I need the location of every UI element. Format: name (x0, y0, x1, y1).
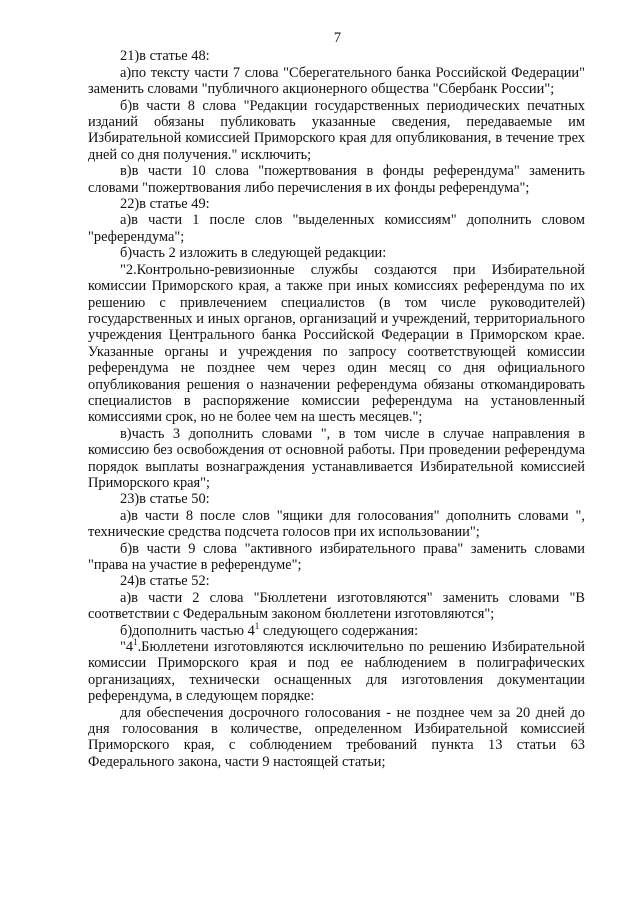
item-21-a: а)по тексту части 7 слова "Сберегательного банка Российской Федерации" заменить словами "публичного акционерного общества "Сбербанк России"; (88, 64, 585, 98)
item-21-b: б)в части 8 слова "Редакции государственных периодических печатных изданий обязаны публиковать указанные сведения, передаваемые им Избирательной комиссией Приморского края для опубликования, в течение трех дней со дня получения." исключить; (88, 97, 585, 163)
item-22-a: а)в части 1 после слов "выделенных комиссиям" дополнить словом "референдума"; (88, 212, 585, 245)
item-22-b: б)часть 2 изложить в следующей редакции: (120, 245, 387, 262)
item-22: 22)в статье 49: (120, 196, 210, 213)
item-23: 23)в статье 50: (120, 491, 210, 508)
part-4-1-body: .Бюллетени изготовляются исключительно по решению Избирательной комиссии Приморского края и под ее наблюдением в полиграфических организациях, технически оснащенных для изготовления документации референдума, в следующем порядке: (88, 639, 585, 705)
item-21: 21)в статье 48: (120, 48, 210, 65)
superscript: 1 (254, 620, 260, 631)
item-24-b-text-end: следующего содержания: (259, 622, 419, 639)
item-24-b (88, 620, 585, 639)
item-22-v: в)часть 3 дополнить словами ", в том числе в случае направления в комиссию без освобождения от основной работы. При проведении референдума порядок выплаты вознаграждения устанавливается Избирательной комиссией Приморского края"; (88, 425, 585, 491)
part-4-1-early-voting: для обеспечения досрочного голосования - не позднее чем за 20 дней до дня голосования в количестве, определенном Избирательной комиссией Приморского края, с соблюдением требований пункта 13 статьи 63 Федерального закона, части 9 настоящей статьи; (88, 704, 585, 770)
item-23-b: б)в части 9 слова "активного избирательного права" заменить словами "права на участие в референдуме"; (88, 540, 585, 573)
item-24: 24)в статье 52: (120, 573, 210, 590)
superscript: 1 (133, 637, 138, 648)
item-24-a: а)в части 2 слова "Бюллетени изготовляются" заменить словами "В соответствии с Федеральным законом бюллетени изготовляются"; (88, 589, 585, 623)
part-4-1-quote-open: "4 (120, 639, 134, 656)
item-21-v: в)в части 10 слова "пожертвования в фонды референдума" заменить словами "пожертвования либо перечисления в их фонды референдума"; (88, 163, 585, 196)
page-number: 7 (333, 30, 342, 46)
item-23-a: а)в части 8 после слов "ящики для голосования" дополнить словами ", технические средства подсчета голосов при их использовании"; (88, 507, 585, 541)
part-4-1-text (88, 639, 585, 705)
item-24-b-text: б)дополнить частью 4 (120, 622, 255, 639)
item-22-b-text: "2.Контрольно-ревизионные службы создаются при Избирательной комиссии Приморского края, а также при иных комиссиях референдума по их решению с привлечением специалистов (в том числе руководителей) государственных и иных органов, организаций и учреждений, территориального учреждения Центрального банка Российской Федерации в Приморском крае. Указанные органы и учреждения по запросу соответствующей комиссии референдума не позднее чем через один месяц со дня официального опубликования решения о назначении референдума обязаны откомандировать специалистов в распоряжение комиссии референдума на установленный комиссиями срок, но не более чем на шесть месяцев."; (88, 261, 585, 426)
